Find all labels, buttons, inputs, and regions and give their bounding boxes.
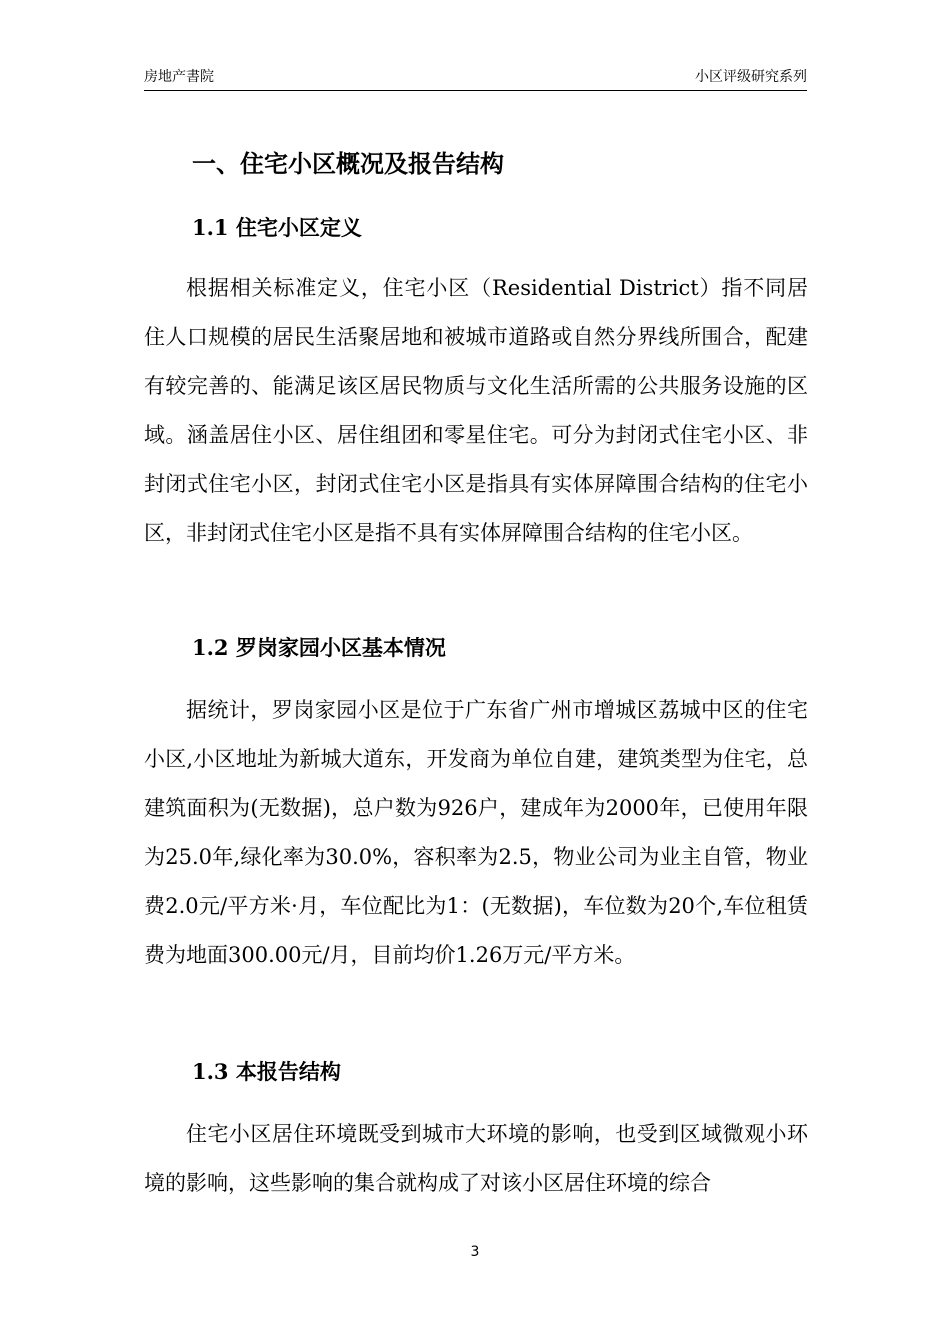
section-paragraph-1-1: 根据相关标准定义，住宅小区（Residential District）指不同居住人口规模的居民生活聚居地和被城市道路或自然分界线所围合，配建有较完善的、能满足该区居民物质与文化生活所需的公共服务设施的区域。涵盖居住小区、居住组团和零星住宅。可分为封闭式住宅小区、非封闭式住宅小区，封闭式住宅小区是指具有实体屏障围合结构的住宅小区，非封闭式住宅小区是指不具有实体屏障围合结构的住宅小区。 (144, 276, 808, 545)
section-heading-1-3: 1.3 本报告结构 (192, 1059, 341, 1084)
section-paragraph-1-3: 住宅小区居住环境既受到城市大环境的影响，也受到区域微观小环境的影响，这些影响的集合就构成了对该小区居住环境的综合 (144, 1122, 808, 1195)
page-header (144, 66, 807, 91)
section-heading-1-1: 1.1 住宅小区定义 (192, 215, 362, 240)
section-heading-1-2: 1.2 罗岗家园小区基本情况 (192, 635, 446, 660)
page-number: 3 (470, 1244, 480, 1260)
section-paragraph-1-2: 据统计，罗岗家园小区是位于广东省广州市增城区荔城中区的住宅小区,小区地址为新城大道东，开发商为单位自建，建筑类型为住宅，总建筑面积为(无数据)，总户数为926户，建成年为2000年，已使用年限为25.0年,绿化率为30.0%，容积率为2.5，物业公司为业主自管，物业费2.0元/平方米·月，车位配比为1：(无数据)，车位数为20个,车位租赁费为地面300.00元/月，目前均价1.26万元/平方米。 (144, 698, 808, 967)
chapter-title: 一、住宅小区概况及报告结构 (192, 149, 504, 178)
header-series-title: 小区评级研究系列 (695, 69, 807, 85)
header-publisher: 房地产書院 (144, 69, 214, 85)
